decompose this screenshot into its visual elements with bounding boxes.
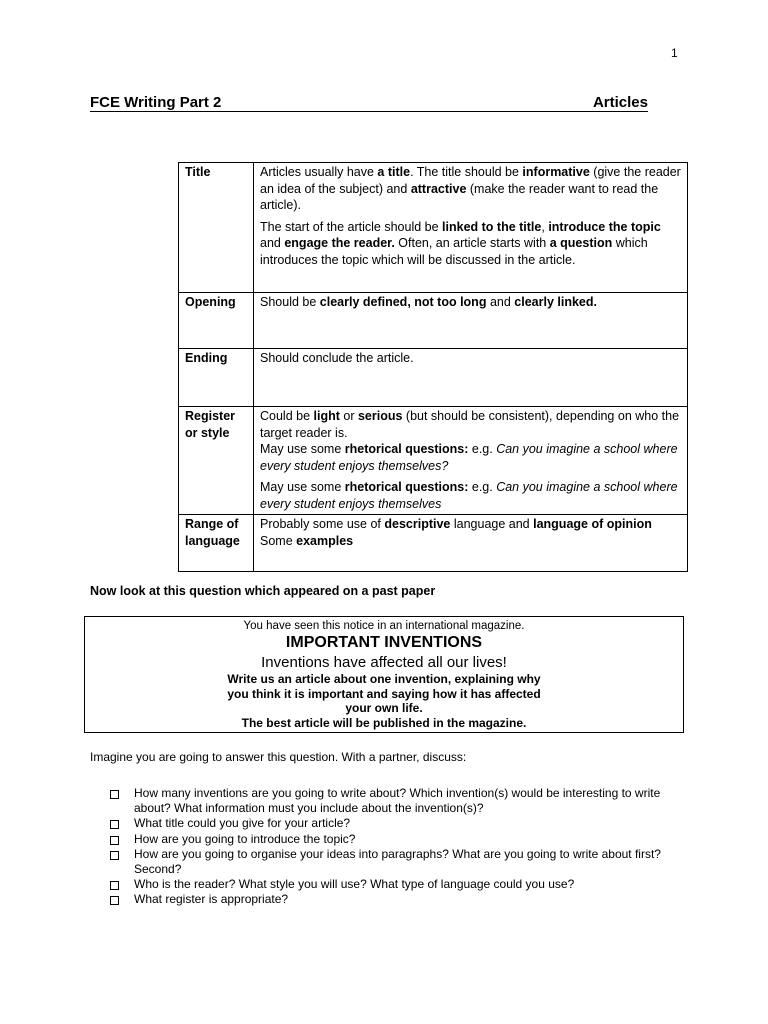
text-run: engage the reader. [284, 236, 395, 250]
text-run: and [260, 236, 285, 250]
checkbox-bullet-icon [110, 896, 119, 905]
list-item-text: What register is appropriate? [134, 892, 289, 907]
text-run: , [541, 219, 549, 234]
text-run: linked to the title [442, 219, 542, 234]
discussion-intro: Imagine you are going to answer this question. With a partner, discuss: [90, 750, 467, 764]
checkbox-bullet-icon [110, 820, 119, 829]
list-item-text: How are you going to introduce the topic? [134, 831, 356, 846]
notice-subtitle: Inventions have affected all our lives! [261, 654, 507, 671]
document-title: FCE Writing Part 2 [90, 94, 222, 111]
page-number: 1 [671, 46, 678, 60]
description-paragraph [260, 219, 681, 269]
list-item [110, 832, 670, 847]
text-run: informative [522, 165, 590, 179]
text-run: May use some [260, 480, 345, 494]
text-run: and [486, 295, 515, 309]
text-run: examples [296, 533, 354, 548]
description-paragraph [260, 408, 681, 474]
article-guidelines-table [178, 162, 688, 572]
table-row [179, 293, 688, 349]
notice-task-line: The best article will be published in the magazine. [241, 715, 527, 730]
text-run: e.g. [468, 442, 497, 456]
description-paragraph [260, 516, 681, 549]
list-item [110, 877, 670, 892]
checkbox-bullet-icon [110, 851, 119, 860]
checkbox-bullet-icon [110, 836, 119, 845]
list-item [110, 892, 670, 907]
text-run: Should conclude the article. [260, 351, 414, 365]
table-row [179, 349, 688, 407]
row-label: Register or style [179, 407, 254, 515]
text-run: Often, an article starts with [394, 236, 550, 250]
list-item-text: How are you going to organise your ideas into paragraphs? What are you going to write about first? Second? [134, 846, 661, 877]
checkbox-bullet-icon [110, 790, 119, 799]
list-item [110, 816, 670, 831]
text-run: language and [450, 517, 534, 531]
row-description [254, 515, 688, 572]
text-run: The start of the article should be [260, 219, 443, 234]
text-run: clearly defined, not too long [319, 295, 487, 309]
text-run: (make the reader want to read the article). [260, 181, 659, 212]
checkbox-bullet-icon [110, 881, 119, 890]
row-description [254, 163, 688, 293]
document-topic: Articles [592, 94, 648, 111]
notice-task-line: your own life. [345, 701, 423, 715]
text-run: attractive [410, 181, 467, 196]
notice-intro: You have seen this notice in an international magazine. [243, 620, 525, 632]
notice-title: IMPORTANT INVENTIONS [285, 634, 483, 651]
description-paragraph [260, 294, 681, 311]
row-description [254, 407, 688, 515]
row-description [254, 349, 688, 407]
row-label: Opening [179, 293, 254, 349]
question-intro: Now look at this question which appeared on a past paper [90, 584, 436, 598]
row-label: Range of language [179, 515, 254, 572]
text-run: Could be [260, 409, 314, 423]
text-run: light [313, 409, 340, 423]
text-run: which introduces the topic which will be discussed in the article. [260, 236, 648, 267]
text-run: rhetorical questions: [344, 442, 469, 456]
list-item-text: How many inventions are you going to write about? Which invention(s) would be interesting to write about? What information must you include about the invention(s)? [134, 786, 661, 816]
notice-task-line: Write us an article about one invention, explaining why [227, 672, 541, 686]
text-run: a question [549, 236, 613, 250]
text-run: Articles usually have [260, 165, 378, 179]
table-row [179, 163, 688, 293]
table-row [179, 515, 688, 572]
document-header [90, 94, 648, 112]
text-run: e.g. [468, 480, 497, 494]
list-item-text: Who is the reader? What style you will use? What type of language could you use? [134, 877, 575, 892]
row-description [254, 293, 688, 349]
row-label: Ending [179, 349, 254, 407]
row-label: Title [179, 163, 254, 293]
text-run: Can you imagine a school where every student enjoys themselves [260, 480, 678, 511]
text-run: rhetorical questions: [344, 480, 469, 494]
notice-task-line: you think it is important and saying how it has affected [227, 686, 541, 701]
text-run: Should be [260, 295, 320, 309]
text-run: a title [377, 165, 411, 179]
text-run: introduce the topic [548, 219, 661, 234]
list-item-text: What title could you give for your article? [134, 816, 351, 831]
description-paragraph [260, 350, 681, 367]
notice-task [85, 672, 683, 730]
text-run: serious [357, 409, 403, 423]
text-run: clearly linked. [514, 295, 597, 309]
exam-question-box [84, 616, 684, 733]
text-run: Some [260, 533, 297, 548]
text-run: or [339, 409, 358, 423]
description-paragraph [260, 164, 681, 214]
text-run: (give the reader an idea of the subject) and [260, 165, 681, 196]
discussion-list [110, 786, 670, 908]
list-item [110, 847, 670, 877]
text-run: (but should be consistent), depending on who the target reader is. [260, 409, 680, 440]
text-run: . The title should be [410, 165, 523, 179]
description-paragraph [260, 479, 681, 512]
text-run: May use some [260, 442, 345, 456]
text-run: Can you imagine a school where every student enjoys themselves? [260, 442, 678, 473]
text-run: Probably some use of [260, 517, 385, 531]
table-row [179, 407, 688, 515]
text-run: descriptive [384, 517, 451, 531]
list-item [110, 786, 670, 816]
text-run: language of opinion [533, 517, 652, 531]
